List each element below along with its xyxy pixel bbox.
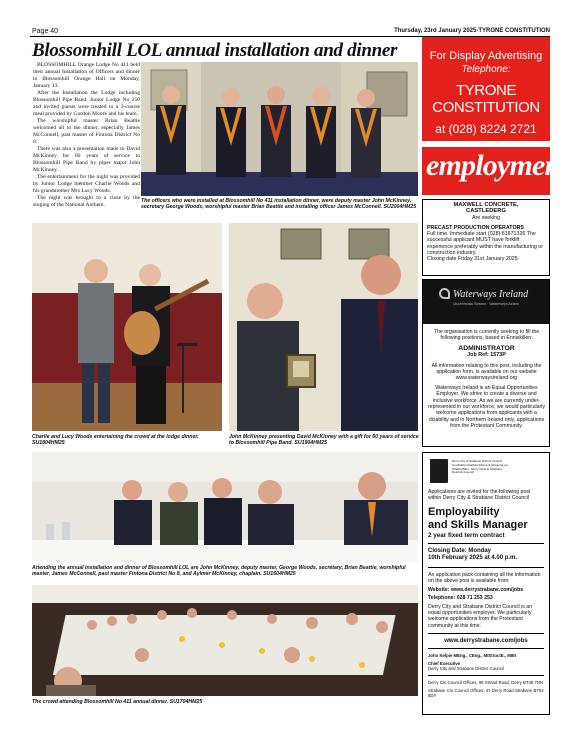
- waterways-job-ref: Job Ref: 1573P: [467, 352, 506, 359]
- date-line: Thursday, 23rd January 2025-TYRONE CONSTITUTION: [394, 28, 550, 34]
- waterways-wave-icon: [439, 288, 450, 299]
- caption-dinner-table: Attending the annual installation and dinner of Blossomhill LOL are John McKinney, deputy master, George Woods, secretary, Brian Beattie, worshipful master, James McConnell, past master Fintona District No 8, and Aylmer McKinney, chaplain. SU1604HM25: [32, 565, 406, 578]
- maxwell-role: PRECAST PRODUCTION OPERATORS: [427, 224, 524, 231]
- maxwell-details: Full time. Immediate start (028) 81671326 The successful applicant MUST have forklift experience preferably within the manufacturing or construction industry.: [427, 231, 544, 257]
- employment-banner-text: employment: [426, 149, 568, 182]
- divider: [428, 648, 544, 649]
- divider: [428, 675, 544, 676]
- photo-presentation: [229, 223, 418, 431]
- waterways-logo: [423, 280, 549, 324]
- council-website: Website: www.derrystrabane.com/jobs: [428, 587, 524, 594]
- article-headline: Blossomhill LOL annual installation and dinner: [32, 40, 398, 61]
- ad-line-2: Telephone:: [461, 64, 511, 75]
- council-web-url: www.derrystrabane.com/jobs: [444, 638, 528, 645]
- ad-waterways-ireland: [422, 279, 550, 447]
- divider: [428, 633, 544, 634]
- display-advertising-ad: [422, 37, 550, 141]
- signatory-org: Derry City and Strabane District Council: [428, 665, 504, 671]
- waterways-intro: The organisation is currently seeking to fill the following positions, based in Enniskillen:: [433, 329, 540, 342]
- photo-crowd: [32, 585, 418, 696]
- job-title-line-1: Employability: [428, 505, 500, 518]
- ad-line-1: For Display Advertising: [429, 50, 543, 62]
- council-crest-icon: [430, 459, 448, 483]
- job-title-line-2: and Skills Manager: [428, 518, 528, 531]
- article-paragraph: The entertainment for the night was provided by Junior Lodge member Charlie Woods and his grandmother Mrs Lucy Woods.: [33, 174, 140, 194]
- caption-officers: The officers who were installed at Blossomhill No 411 installation dinner, were deputy master John McKinney, secretary George Woods, worshipful master Brian Beattie and installing officer James McConnell. SU2004HM25: [141, 198, 417, 211]
- employment-banner: [422, 147, 568, 195]
- waterways-logo-sub: Uiscebhealaí Éireann · Watterweys Airlann: [453, 302, 520, 306]
- application-pack-info: An application pack containing all the information on the above post is available from:: [428, 571, 541, 584]
- article-paragraph: The night was brought to a close by the singing of the National Anthem.: [33, 195, 140, 208]
- ad-line-4: at (028) 8224 2721: [435, 122, 537, 136]
- article-body: [33, 62, 140, 209]
- council-intro: Applications are invited for the following post within Derry City & Strabane District Council: [428, 489, 531, 502]
- waterways-logo-name: Waterways Ireland: [453, 289, 529, 300]
- office-strabane: Strabane C/o Council Offices, 47 Derry Road Strabane BT82 8DY: [428, 687, 544, 698]
- council-equality: Derry City and Strabane District Council is an equal opportunities employer. We particularly welcome applications from the Protestant community at this time.: [428, 603, 533, 629]
- waterways-info: All information relating to this post, including the application form, is available on our website www.waterwaysireland.org: [431, 362, 542, 382]
- maxwell-company: MAXWELL CONCRETE,: [453, 202, 519, 208]
- divider: [428, 543, 544, 544]
- council-logo: [428, 457, 544, 487]
- ad-line-3: TYRONE CONSTITUTION: [432, 82, 540, 116]
- council-telephone: Telephone: 028 71 253 253: [428, 594, 493, 601]
- waterways-equality: Waterways Ireland is an Equal Opportunities Employer. We strive to create a diverse and inclusive workforce. As we are currently under-represented in our workforce, we would particularly welcome applications from applicants with a disability and in Northern Ireland only, applications from the Protestant Community.: [427, 384, 546, 430]
- maxwell-location: CASTLEDERG: [466, 208, 506, 215]
- closing-date: 10th February 2025 at 4.00 p.m.: [428, 555, 518, 562]
- divider: [428, 567, 544, 568]
- contract-type: 2 year fixed term contract: [428, 531, 505, 539]
- caption-presentation: John McKinney presenting David McKinney with a gift for 60 years of service to Blossomhill Pipe Band. SU1904HM25: [229, 434, 419, 447]
- ad-derry-strabane: [422, 452, 550, 715]
- caption-crowd: The crowd attending Blossomhill No 411 annual dinner. SU1704HM25: [32, 699, 203, 705]
- photo-officers: [141, 62, 418, 196]
- article-paragraph: There was also a presentation made to David McKinney for 60 years of service to Blossomhill Pipe Band by piper major John McKinney.: [33, 146, 140, 173]
- page-number: Page 40: [32, 28, 59, 35]
- photo-dinner-table: [32, 452, 418, 562]
- office-derry: Derry C/o Council Offices, 98 Strand Road, Derry BT48 7NN: [428, 680, 544, 686]
- article-paragraph: After the Installation the Lodge including Blossomhill Pipe Band, Junior Lodge No 250 and invited guests were treated to a 3-course meal provided by Gordon Moore and his team.: [33, 90, 140, 117]
- signatory-name: John Kelpie MEng., CEng., MIStructE., MIEI: [428, 653, 517, 659]
- signatory-role: Chief Executive: [428, 660, 461, 666]
- article-paragraph: BLOSSOMHILL Orange Lodge No 411 held their annual Installation of Officers and dinner in Blossomhill Orange Hall on Monday, January 13.: [33, 62, 140, 89]
- council-logo-text: Derry City & Strabane District Council · Comhairle Chathair Dhoire & Cheantar an tSratha Báin · Derry Cittie & Strabane Destrick Cooncil: [452, 459, 508, 475]
- waterways-job-title: ADMINISTRATOR: [458, 344, 515, 352]
- caption-entertainers: Charlie and Lucy Woods entertaining the crowd at the lodge dinner. SU1804HM25: [32, 434, 199, 447]
- photo-entertainers: [32, 223, 222, 431]
- maxwell-closing: Closing date Friday 31st January 2025: [427, 256, 518, 263]
- ad-maxwell-concrete: [422, 199, 550, 276]
- closing-date-label: Closing Date: Monday: [428, 547, 492, 554]
- maxwell-seeking: Are seeking: [472, 214, 500, 221]
- article-paragraph: The worshipful master Brian Beattie welcomed all to the dinner, especially James McConnell, past master of Fintona District No 8.: [33, 118, 140, 145]
